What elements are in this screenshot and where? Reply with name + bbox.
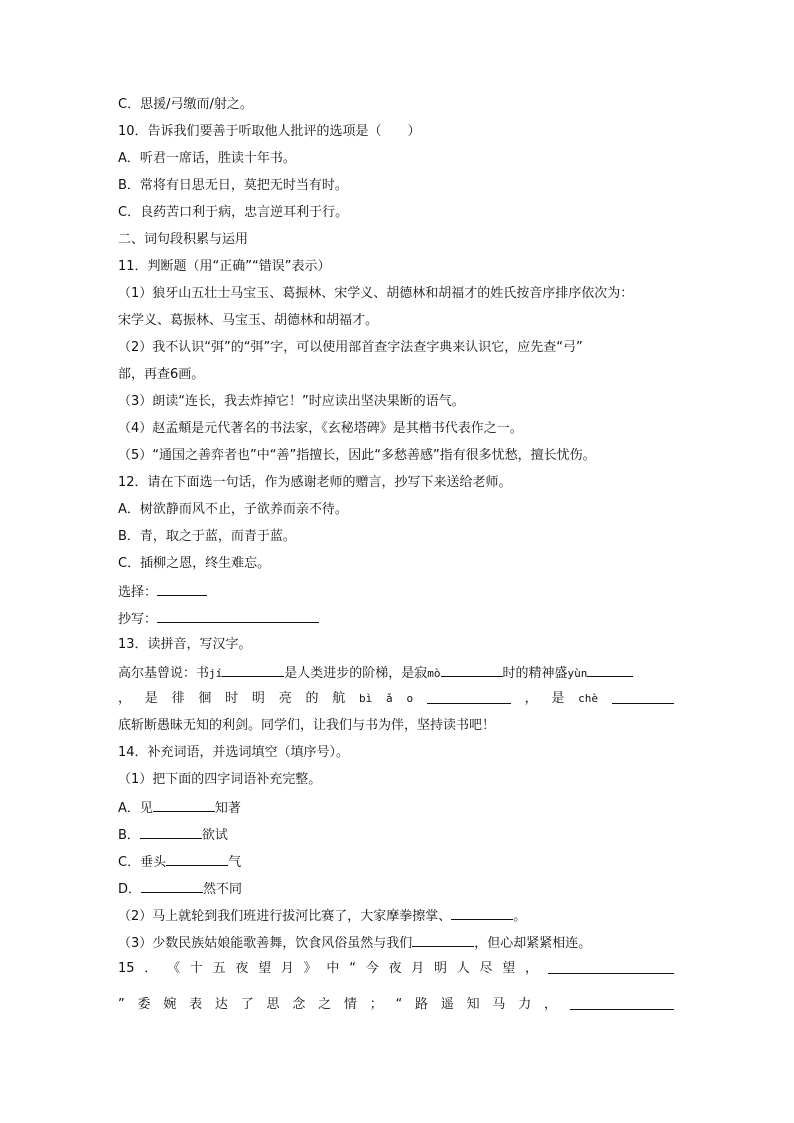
choice-label: 选择： [118,585,158,600]
text-segment: C．垂头 [118,855,167,870]
text-char: 路 [415,997,429,1012]
text-char: 婉 [163,997,177,1012]
text-segment: （3）少数民族姑娘能歌善舞，饮食风俗虽然与我们 [118,936,413,951]
text-char: 思 [266,997,280,1012]
question-12-option-a: A．树欲静而风不止，子欲养而亲不待。 [118,502,348,517]
question-13-stem: 13．读拼音，写汉字。 [118,637,252,652]
text-char: 的 [305,691,319,706]
part-3-blank[interactable] [412,933,474,947]
text-char: 夜 [388,961,402,976]
text-segment: 。 [513,909,527,924]
blank-yun[interactable] [587,663,633,677]
question-15-line-1 [118,960,674,978]
text-char: 》 [303,961,317,976]
text-segment: 然不同 [203,882,243,897]
text-char: 之 [318,997,332,1012]
text-segment: 知著 [214,801,241,816]
question-11-item-1-cont: 宋学义、葛振林、马宝玉、胡德林和胡福才。 [118,313,379,328]
text-char: “ [395,997,403,1012]
text-char: 是 [551,691,565,706]
idiom-b [118,825,228,845]
question-9-option-c: C．思援/弓缴而/射之。 [118,97,253,112]
copy-blank[interactable] [157,609,319,623]
question-12-option-c: C．插柳之恩，终生难忘。 [118,556,271,571]
text-char: 十 [189,961,203,976]
pinyin-a: ǎ [386,692,393,705]
poem-blank-2[interactable] [570,996,674,1010]
question-15-line-2 [118,996,674,1014]
text-segment: 高尔基曾说：书 [118,666,210,681]
text-char: ； [369,997,383,1012]
text-segment: 是人类进步的阶梯，是寂 [284,666,428,681]
text-char: ． [144,961,158,976]
text-char: 委 [137,997,151,1012]
copy-line [118,609,319,629]
idiom-c-blank[interactable] [166,852,228,866]
text-char: 达 [214,997,228,1012]
question-10-option-c: C．良药苦口利于病，忠言逆耳利于行。 [118,205,349,220]
text-char: 夜 [235,961,249,976]
text-char: 念 [292,997,306,1012]
blank-mo[interactable] [441,663,503,677]
text-char: “ [349,961,356,976]
text-char: ” [118,997,125,1012]
text-char: 知 [466,997,480,1012]
text-char: 15 [118,961,135,976]
pinyin-o: o [406,692,414,705]
text-char: 时 [225,691,239,706]
choice-line [118,582,207,602]
idiom-a-blank[interactable] [153,798,215,812]
text-char: ， [118,691,132,706]
question-13-line-2 [118,690,674,708]
text-char: 情 [343,997,357,1012]
text-char: 月 [280,961,294,976]
text-char: 徊 [198,691,212,706]
question-10-stem: 10．告诉我们要善于听取他人批评的选项是（ ） [118,124,421,139]
text-segment: D． [118,882,142,897]
question-13-line-1 [118,663,633,683]
text-char: 徘 [171,691,185,706]
question-11-item-2: （2）我不认识“弭”的“弭”字，可以使用部首查字法查字典来认识它，应先查“弓” [118,340,583,355]
idiom-b-blank[interactable] [140,825,202,839]
text-char: 尽 [479,961,493,976]
text-char: 今 [365,961,379,976]
text-char: 亮 [278,691,292,706]
text-char: 力 [518,997,532,1012]
text-char: ， [525,961,539,976]
question-11-item-3: （3）朗读“连长，我去炸掉它！”时应读出坚决果断的语气。 [118,394,465,409]
text-char: 是 [144,691,158,706]
idiom-c [118,852,241,872]
question-10-option-a: A．听君一席话，胜读十年书。 [118,151,296,166]
poem-blank-1[interactable] [548,960,674,974]
text-char: 了 [240,997,254,1012]
text-char: 望 [258,961,272,976]
text-char: 《 [167,961,181,976]
text-char: ， [524,691,538,706]
question-10-option-b: B．常将有日思无日，莫把无时当有时。 [118,178,348,193]
text-char: 月 [411,961,425,976]
question-12-stem: 12．请在下面选一句话，作为感谢老师的赠言，抄写下来送给老师。 [118,475,512,490]
text-char: 望 [502,961,516,976]
text-char: 明 [433,961,447,976]
question-14-part-3 [118,933,591,953]
question-14-stem: 14．补充词语，并选词填空（填序号）。 [118,745,350,760]
text-char: 遥 [440,997,454,1012]
pinyin-mo: mò [427,667,441,680]
copy-label: 抄写： [118,612,158,627]
question-11-item-1: （1）狼牙山五壮士马宝玉、葛振林、宋学义、胡德林和胡福才的姓氏按音序排序依次为： [118,286,634,301]
text-segment: A．见 [118,801,153,816]
idiom-d [118,879,242,899]
choice-blank[interactable] [157,582,207,596]
text-char: 中 [326,961,340,976]
idiom-a [118,798,241,818]
text-segment: 时的精神盛 [502,666,568,681]
text-segment: 气 [228,855,242,870]
text-char: 表 [189,997,203,1012]
part-2-blank[interactable] [451,906,513,920]
question-11-stem: 11．判断题（用“正确”“错误”表示） [118,259,331,274]
blank-ji[interactable] [222,663,284,677]
text-segment: B． [118,828,140,843]
pinyin-bi: bì [359,692,373,705]
text-char: 五 [212,961,226,976]
text-segment: ，但心却紧紧相连。 [474,936,592,951]
blank-biao[interactable] [427,690,511,704]
question-11-item-4: （4）赵孟頫是元代著名的书法家，《玄秘塔碑》是其楷书代表作之一。 [118,421,523,436]
text-char: 人 [456,961,470,976]
blank-che[interactable] [612,690,674,704]
question-14-part-2 [118,906,526,926]
section-heading: 二、词句段积累与运用 [118,232,249,247]
pinyin-yun: yùn [567,667,588,680]
idiom-d-blank[interactable] [141,879,203,893]
question-11-item-2-cont: 部，再查6画。 [118,367,205,382]
text-segment: 欲试 [201,828,228,843]
text-segment: （2）马上就轮到我们班进行拔河比赛了，大家摩拳擦掌、 [118,909,452,924]
text-char: 航 [332,691,346,706]
pinyin-che: chè [578,692,599,705]
text-char: 明 [251,691,265,706]
pinyin-ji: jí [209,667,223,680]
question-11-item-5: （5）“通国之善弈者也”中“善”指擅长，因此“多愁善感”指有很多忧愁，擅长忧伤。 [118,448,596,463]
question-14-part-1: （1）把下面的四字词语补充完整。 [118,772,322,787]
text-char: ， [544,997,558,1012]
text-char: 马 [492,997,506,1012]
question-13-line-3: 底斩断愚昧无知的利剑。同学们，让我们与书为伴，坚持读书吧！ [118,718,496,733]
question-12-option-b: B．青，取之于蓝，而青于蓝。 [118,529,296,544]
